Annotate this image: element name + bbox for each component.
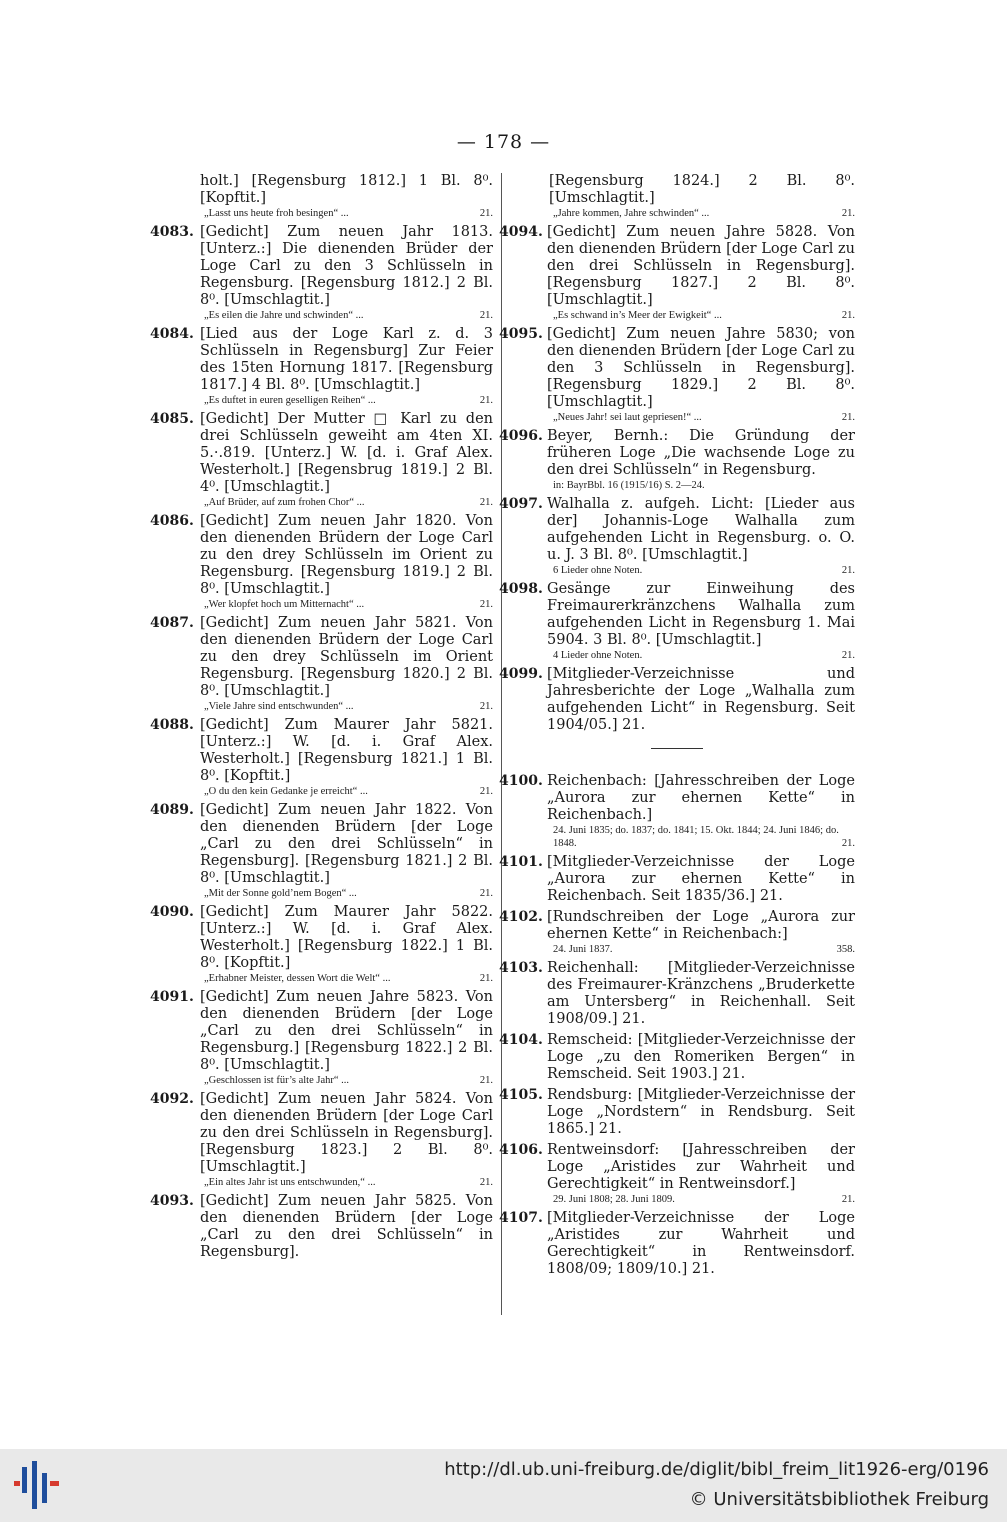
entry-note xyxy=(553,824,855,850)
entry-number: 4098. xyxy=(499,581,543,597)
entry-reference: 21. xyxy=(841,650,855,661)
entry-number: 4095. xyxy=(499,326,543,342)
entry-note xyxy=(553,564,855,577)
entry-reference: 21. xyxy=(479,701,493,712)
entry-reference: 21. xyxy=(479,1075,493,1086)
entry-number: 4088. xyxy=(150,717,194,733)
entry-note xyxy=(204,972,493,985)
catalog-entry xyxy=(150,326,493,407)
catalog-entry xyxy=(499,854,855,905)
entry-reference: 21. xyxy=(479,599,493,610)
entry-reference: 21. xyxy=(841,208,855,219)
catalog-entry xyxy=(499,428,855,492)
entry-reference: 21. xyxy=(479,395,493,406)
entry-text: [Gedicht] Zum neuen Jahr 5821. Von den dienenden Brüdern der Loge Carl zu den drey Schlüsseln im Orient Regensburg. [Regensburg 1820.] 2 Bl. 8⁰. [Umschlagtit.] xyxy=(200,615,493,699)
catalog-entry xyxy=(150,173,493,220)
left-column xyxy=(150,173,493,1265)
catalog-entry xyxy=(150,615,493,713)
entry-note xyxy=(553,309,855,322)
entry-reference: 21. xyxy=(479,973,493,984)
entry-number: 4105. xyxy=(499,1087,543,1103)
entry-text: [Mitglieder-Verzeichnisse der Loge „Aristides zur Wahrheit und Gerechtigkeit“ in Rentweinsdorf. 1808/09; 1809/10.] 21. xyxy=(547,1210,855,1277)
entry-text: [Mitglieder-Verzeichnisse der Loge „Aurora zur ehernen Kette“ in Reichenbach. Seit 1835/36.] 21. xyxy=(547,854,855,904)
entry-note xyxy=(204,887,493,900)
entry-text: holt.] [Regensburg 1812.] 1 Bl. 8⁰. [Kopftit.] xyxy=(200,173,493,206)
entry-note xyxy=(204,700,493,713)
entry-note xyxy=(204,207,493,220)
catalog-entry xyxy=(499,224,855,322)
entry-number: 4102. xyxy=(499,909,543,925)
entry-reference: 358. xyxy=(836,944,855,955)
entry-text: [Gedicht] Zum neuen Jahre 5823. Von den dienenden Brüdern [der Loge „Carl zu den drei Schlüsseln“ in Regensburg.] [Regensburg 1822.] 2 Bl. 8⁰. [Umschlagtit.] xyxy=(200,989,493,1073)
entry-reference: 21. xyxy=(841,838,855,849)
entry-text: Beyer, Bernh.: Die Gründung der früheren Loge „Die wachsende Loge zu den drei Schlüsseln“ in Regensburg. xyxy=(547,428,855,478)
entry-number: 4099. xyxy=(499,666,543,682)
entry-text: [Lied aus der Loge Karl z. d. 3 Schlüsseln in Regensburg] Zur Feier des 15ten Hornung 1817. [Regensburg 1817.] 4 Bl. 8⁰. [Umschlagtit.] xyxy=(200,326,493,393)
entry-number: 4107. xyxy=(499,1210,543,1226)
entry-reference: 21. xyxy=(841,412,855,423)
entry-text: [Regensburg 1824.] 2 Bl. 8⁰. [Umschlagtit.] xyxy=(549,173,855,206)
catalog-entry xyxy=(150,904,493,985)
ub-freiburg-logo-icon xyxy=(14,1461,64,1509)
entry-reference: 21. xyxy=(841,310,855,321)
entry-text: [Gedicht] Zum neuen Jahre 5828. Von den dienenden Brüdern [der Loge Carl zu den drei Schlüsseln in Regensburg]. [Regensburg 1827.] 2 Bl. 8⁰. [Umschlagtit.] xyxy=(547,224,855,308)
catalog-entry xyxy=(150,513,493,611)
entry-number: 4101. xyxy=(499,854,543,870)
entry-text: [Rundschreiben der Loge „Aurora zur ehernen Kette“ in Reichenbach:] xyxy=(547,909,855,942)
entry-number: 4087. xyxy=(150,615,194,631)
entry-text: Reichenhall: [Mitglieder-Verzeichnisse des Freimaurer-Kränzchens „Bruderkette am Untersberg“ in Reichenhall. Seit 1908/09.] 21. xyxy=(547,960,855,1027)
entry-note-text: „Lasst uns heute froh besingen“ ... xyxy=(204,208,349,219)
entry-note-text: „Ein altes Jahr ist uns entschwunden,“ ... xyxy=(204,1177,376,1188)
catalog-entry xyxy=(150,1193,493,1261)
catalog-entry xyxy=(499,1087,855,1138)
catalog-entry xyxy=(499,909,855,956)
entry-note xyxy=(204,1074,493,1087)
entry-note xyxy=(553,411,855,424)
entry-text: Rendsburg: [Mitglieder-Verzeichnisse der Loge „Nordstern“ in Rendsburg. Seit 1865.] 21. xyxy=(547,1087,855,1137)
catalog-entry xyxy=(499,581,855,662)
entry-number: 4106. xyxy=(499,1142,543,1158)
entry-number: 4094. xyxy=(499,224,543,240)
entry-number: 4085. xyxy=(150,411,194,427)
entry-note-text: in: BayrBbl. 16 (1915/16) S. 2—24. xyxy=(553,480,705,491)
entry-reference: 21. xyxy=(479,1177,493,1188)
entry-text: [Gedicht] Der Mutter □ Karl zu den drei Schlüsseln geweiht am 4ten XI. 5.·.819. [Unterz.] W. [d. i. Graf Alex. Westerholt.] [Regensbrug 1819.] 2 Bl. 4⁰. [Umschlagtit.] xyxy=(200,411,493,495)
footer-url-link[interactable]: http://dl.ub.uni-freiburg.de/diglit/bibl_freim_lit1926-erg/0196 xyxy=(444,1459,989,1480)
catalog-entry xyxy=(499,496,855,577)
entry-text: [Gedicht] Zum neuen Jahr 5825. Von den dienenden Brüdern [der Loge „Carl zu den drei Schlüsseln“ in Regensburg]. xyxy=(200,1193,493,1260)
catalog-entry xyxy=(150,224,493,322)
entry-number: 4100. xyxy=(499,773,543,789)
entry-note xyxy=(553,207,855,220)
entry-number: 4086. xyxy=(150,513,194,529)
right-column xyxy=(499,173,855,1282)
entry-number: 4092. xyxy=(150,1091,194,1107)
catalog-entry xyxy=(150,411,493,509)
entry-text: Rentweinsdorf: [Jahresschreiben der Loge „Aristides zur Wahrheit und Gerechtigkeit“ in Rentweinsdorf.] xyxy=(547,1142,855,1192)
entry-note-text: „Geschlossen ist für’s alte Jahr“ ... xyxy=(204,1075,350,1086)
entry-number: 4084. xyxy=(150,326,194,342)
entry-note-text: „Es schwand in’s Meer der Ewigkeit“ ... xyxy=(553,310,722,321)
entry-number: 4090. xyxy=(150,904,194,920)
entry-reference: 21. xyxy=(479,497,493,508)
catalog-entry xyxy=(499,666,855,734)
entry-note-text: „Viele Jahre sind entschwunden“ ... xyxy=(204,701,354,712)
catalog-entry xyxy=(150,1091,493,1189)
entry-note xyxy=(204,496,493,509)
entry-text: [Gedicht] Zum neuen Jahr 5824. Von den dienenden Brüdern [der Loge Carl zu den drei Schlüsseln in Regensburg]. [Regensburg 1823.] 2 Bl. 8⁰. [Umschlagtit.] xyxy=(200,1091,493,1175)
entry-text: Reichenbach: [Jahresschreiben der Loge „Aurora zur ehernen Kette“ in Reichenbach.] xyxy=(547,773,855,823)
footer-bar xyxy=(0,1449,1007,1522)
entry-reference: 21. xyxy=(479,888,493,899)
entry-reference: 21. xyxy=(841,1194,855,1205)
entry-note-text: „O du den kein Gedanke je erreicht“ ... xyxy=(204,786,368,797)
entry-note xyxy=(204,598,493,611)
entry-number: 4103. xyxy=(499,960,543,976)
entry-text: [Gedicht] Zum Maurer Jahr 5822. [Unterz.:] W. [d. i. Graf Alex. Westerholt.] [Regensburg 1822.] 1 Bl. 8⁰. [Kopftit.] xyxy=(200,904,493,971)
catalog-entry xyxy=(499,1032,855,1083)
entry-note-text: „Es eilen die Jahre und schwinden“ ... xyxy=(204,310,364,321)
entry-number: 4083. xyxy=(150,224,194,240)
entry-note xyxy=(204,1176,493,1189)
entry-text: Gesänge zur Einweihung des Freimaurerkränzchens Walhalla zum aufgehenden Licht in Regensburg 1. Mai 5904. 3 Bl. 8⁰. [Umschlagtit.] xyxy=(547,581,855,648)
entry-reference: 21. xyxy=(479,786,493,797)
entry-note-text: „Auf Brüder, auf zum frohen Chor“ ... xyxy=(204,497,365,508)
entry-number: 4096. xyxy=(499,428,543,444)
entry-text: [Gedicht] Zum neuen Jahr 1813. [Unterz.:] Die dienenden Brüder der Loge Carl zu den 3 Schlüsseln in Regensburg. [Regensburg 1812.] 2 Bl. 8⁰. [Umschlagtit.] xyxy=(200,224,493,308)
page-number: — 178 — xyxy=(456,131,551,153)
entry-note-text: 24. Juni 1835; do. 1837; do. 1841; 15. Okt. 1844; 24. Juni 1846; do. 1848. xyxy=(553,825,839,849)
entry-note-text: 24. Juni 1837. xyxy=(553,944,613,955)
entry-number: 4097. xyxy=(499,496,543,512)
entry-note xyxy=(553,1193,855,1206)
entry-number: 4104. xyxy=(499,1032,543,1048)
catalog-entry xyxy=(150,989,493,1087)
entry-text: [Gedicht] Zum neuen Jahr 1820. Von den dienenden Brüdern der Loge Carl zu den drey Schlüsseln im Orient zu Regensburg. [Regensburg 1819.] 2 Bl. 8⁰. [Umschlagtit.] xyxy=(200,513,493,597)
entry-number: 4093. xyxy=(150,1193,194,1209)
footer-copyright: © Universitätsbibliothek Freiburg xyxy=(689,1489,989,1510)
entry-note xyxy=(553,479,855,492)
entry-reference: 21. xyxy=(479,208,493,219)
entry-text: [Gedicht] Zum Maurer Jahr 5821. [Unterz.:] W. [d. i. Graf Alex. Westerholt.] [Regensburg 1821.] 1 Bl. 8⁰. [Kopftit.] xyxy=(200,717,493,784)
catalog-entry xyxy=(499,1210,855,1278)
entry-number: 4091. xyxy=(150,989,194,1005)
entry-note-text: „Wer klopfet hoch um Mitternacht“ ... xyxy=(204,599,365,610)
entry-reference: 21. xyxy=(841,565,855,576)
entry-text: [Gedicht] Zum neuen Jahr 1822. Von den dienenden Brüdern [der Loge „Carl zu den drei Schlüsseln“ in Regensburg]. [Regensburg 1821.] 2 Bl. 8⁰. [Umschlagtit.] xyxy=(200,802,493,886)
entry-note-text: „Mit der Sonne gold’nem Bogen“ ... xyxy=(204,888,357,899)
entry-note xyxy=(204,309,493,322)
entry-number: 4089. xyxy=(150,802,194,818)
catalog-entry xyxy=(150,802,493,900)
entry-text: Remscheid: [Mitglieder-Verzeichnisse der Loge „zu den Romeriken Bergen“ in Remscheid. Seit 1903.] 21. xyxy=(547,1032,855,1082)
entry-note-text: „Neues Jahr! sei laut gepriesen!“ ... xyxy=(553,412,702,423)
catalog-entry xyxy=(499,1142,855,1206)
catalog-entry xyxy=(150,717,493,798)
entry-note-text: 29. Juni 1808; 28. Juni 1809. xyxy=(553,1194,675,1205)
catalog-entry xyxy=(499,173,855,220)
entry-note-text: „Jahre kommen, Jahre schwinden“ ... xyxy=(553,208,710,219)
entry-note-text: 6 Lieder ohne Noten. xyxy=(553,565,643,576)
entry-text: [Mitglieder-Verzeichnisse und Jahresberichte der Loge „Walhalla zum aufgehenden Licht“ in Regensburg. Seit 1904/05.] 21. xyxy=(547,666,855,733)
catalog-entry xyxy=(499,326,855,424)
entry-note xyxy=(553,943,855,956)
catalog-entry xyxy=(499,773,855,850)
entry-text: Walhalla z. aufgeh. Licht: [Lieder aus der] Johannis-Loge Walhalla zum aufgehenden Licht in Regensburg. o. O. u. J. 3 Bl. 8⁰. [Umschlagtit.] xyxy=(547,496,855,563)
entry-note-text: „Es duftet in euren geselligen Reihen“ ... xyxy=(204,395,376,406)
entry-text: [Gedicht] Zum neuen Jahre 5830; von den dienenden Brüdern [der Loge Carl zu den 3 Schlüsseln in Regensburg]. [Regensburg 1829.] 2 Bl. 8⁰. [Umschlagtit.] xyxy=(547,326,855,410)
entry-note xyxy=(204,785,493,798)
section-separator xyxy=(651,748,703,749)
entry-note-text: 4 Lieder ohne Noten. xyxy=(553,650,643,661)
entry-note-text: „Erhabner Meister, dessen Wort die Welt“ ... xyxy=(204,973,391,984)
entry-note xyxy=(553,649,855,662)
catalog-entry xyxy=(499,960,855,1028)
entry-note xyxy=(204,394,493,407)
entry-reference: 21. xyxy=(479,310,493,321)
